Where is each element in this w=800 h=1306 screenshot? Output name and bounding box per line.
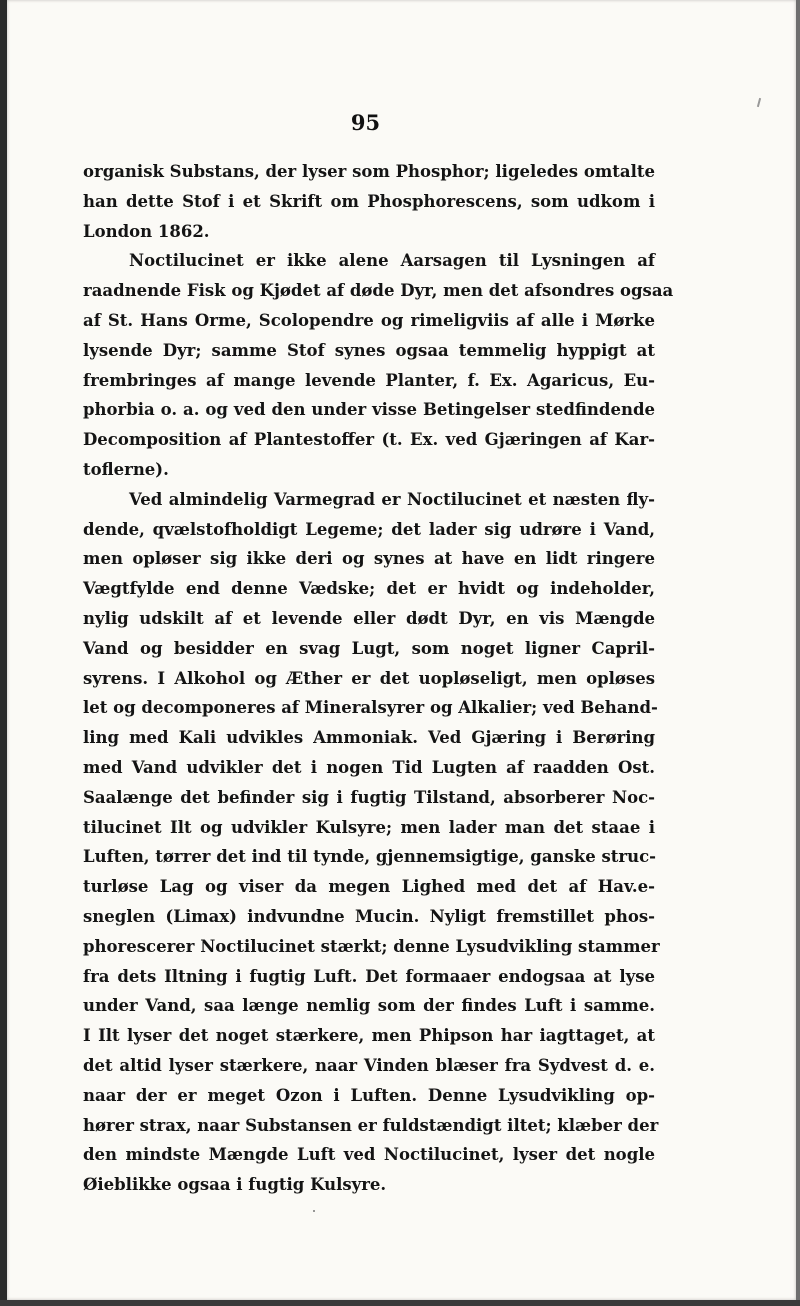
scan-edge-left	[0, 0, 7, 1306]
text-line: den mindste Mængde Luft ved Noctilucinet, lyser det nogle	[83, 1145, 655, 1165]
text-line: Ved almindelig Varmegrad er Noctilucinet et næsten fly-	[129, 489, 655, 509]
text-line: Noctilucinet er ikke alene Aarsagen til Lysningen af	[129, 251, 655, 271]
text-line: let og decomponeres af Mineralsyrer og Alkalier; ved Behand-	[83, 698, 658, 718]
text-line: frembringes af mange levende Planter, f. Ex. Agaricus, Eu-	[83, 370, 655, 390]
text-line: under Vand, saa længe nemlig som der findes Luft i samme.	[83, 996, 655, 1016]
text-line: det altid lyser stærkere, naar Vinden blæser fra Sydvest d. e.	[83, 1055, 655, 1075]
text-line: raadnende Fisk og Kjødet af døde Dyr, men det afsondres ogsaa	[83, 281, 674, 301]
text-line: London 1862.	[83, 221, 210, 241]
text-line: syrens. I Alkohol og Æther er det uopløseligt, men opløses	[83, 668, 655, 688]
text-line: I Ilt lyser det noget stærkere, men Phipson har iagttaget, at	[83, 1026, 655, 1046]
text-line: Decomposition af Plantestoffer (t. Ex. ved Gjæringen af Kar-	[83, 430, 655, 450]
text-line: turløse Lag og viser da megen Lighed med det af Hav.e-	[83, 877, 655, 897]
text-line: Vægtfylde end denne Vædske; det er hvidt og indeholder,	[83, 579, 655, 599]
body-text	[83, 157, 674, 1200]
text-line: sneglen (Limax) indvundne Mucin. Nyligt fremstillet phos-	[83, 906, 655, 926]
ink-speck	[313, 1210, 315, 1212]
text-line: organisk Substans, der lyser som Phosphor; ligeledes omtalte	[83, 162, 655, 181]
text-line: toflerne).	[83, 459, 169, 479]
text-line: naar der er meget Ozon i Luften. Denne Lysudvikling op-	[83, 1085, 655, 1105]
text-line: tilucinet Ilt og udvikler Kulsyre; men lader man det staae i	[83, 817, 655, 837]
text-line: phorescerer Noctilucinet stærkt; denne Lysudvikling stammer	[83, 936, 660, 956]
text-line: hører strax, naar Substansen er fuldstændigt iltet; klæber der	[83, 1115, 659, 1135]
text-line: men opløser sig ikke deri og synes at have en lidt ringere	[83, 549, 655, 569]
text-line: med Vand udvikler det i nogen Tid Lugten af raadden Ost.	[83, 757, 655, 777]
text-line: Øieblikke ogsaa i fugtig Kulsyre.	[83, 1175, 387, 1195]
text-line: fra dets Iltning i fugtig Luft. Det formaaer endogsaa at lyse	[83, 966, 655, 986]
text-line: lysende Dyr; samme Stof synes ogsaa temmelig hyppigt at	[83, 340, 655, 360]
text-line: nylig udskilt af et levende eller dødt Dyr, en vis Mængde	[83, 608, 655, 628]
scan-edge-bottom	[0, 1300, 800, 1306]
text-line: ling med Kali udvikles Ammoniak. Ved Gjæring i Berøring	[83, 728, 655, 748]
text-line: Vand og besidder en svag Lugt, som noget ligner Capril-	[83, 638, 655, 658]
text-line: dende, qvælstofholdigt Legeme; det lader sig udrøre i Vand,	[83, 519, 655, 539]
book-page	[7, 0, 796, 1300]
text-line: Saalænge det befinder sig i fugtig Tilstand, absorberer Noc-	[83, 787, 655, 807]
text-line: af St. Hans Orme, Scolopendre og rimeligviis af alle i Mørke	[83, 310, 655, 330]
page-number: 95	[350, 110, 381, 135]
text-line: phorbia o. a. og ved den under visse Betingelser stedfindende	[83, 400, 655, 420]
text-line: han dette Stof i et Skrift om Phosphorescens, som udkom i	[83, 191, 655, 211]
text-line: Luften, tørrer det ind til tynde, gjennemsigtige, ganske struc-	[83, 847, 656, 867]
